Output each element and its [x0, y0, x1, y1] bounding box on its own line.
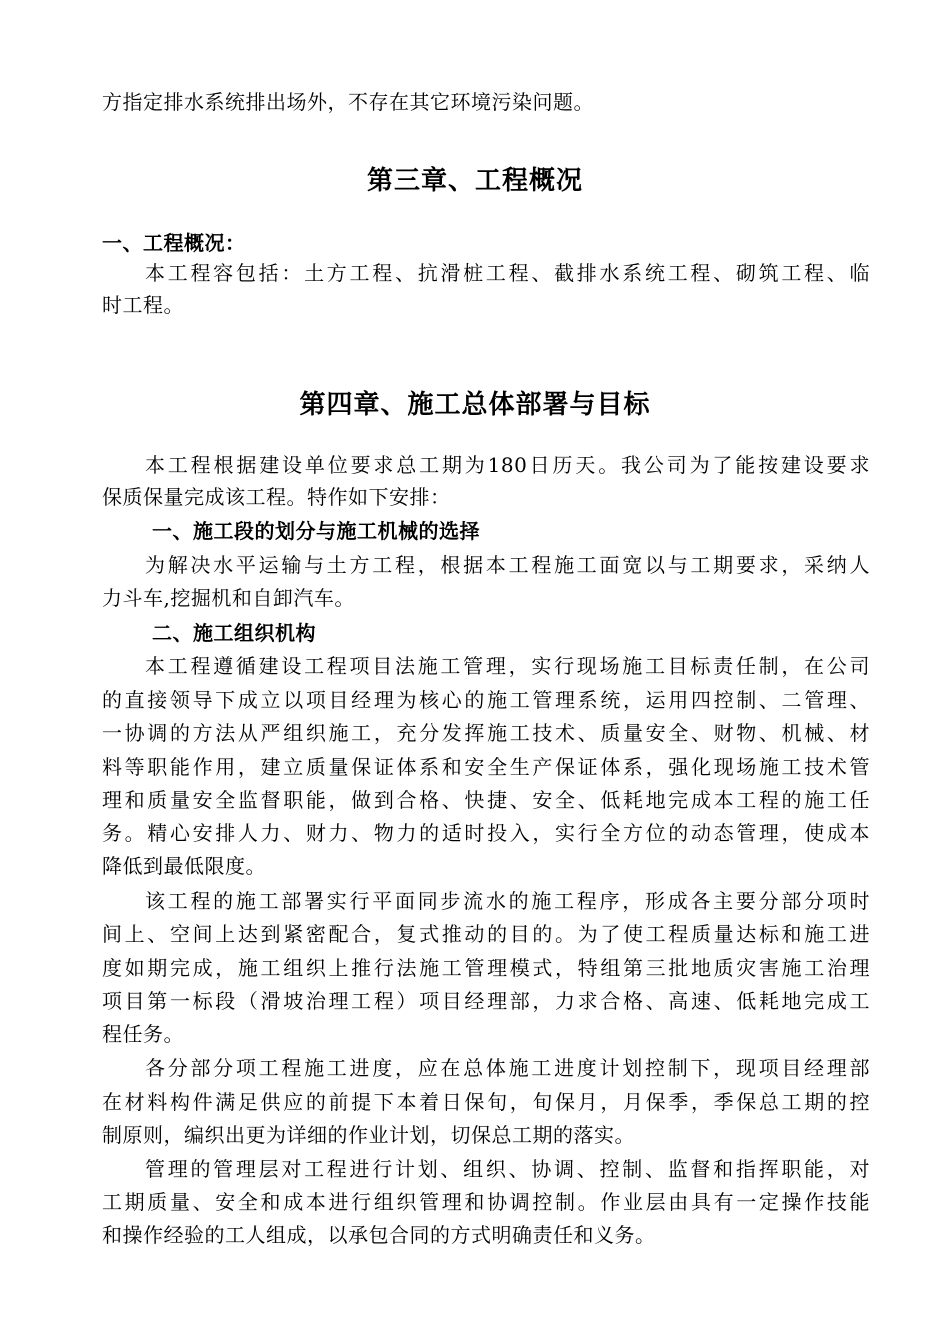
- text-line: 程任务。: [102, 1022, 184, 1046]
- text-line: 理和质量安全监督职能，做到合格、快捷、安全、低耗地完成本工程的施工任: [102, 788, 870, 812]
- text-line: 为解决水平运输与土方工程，根据本工程施工面宽以与工期要求，采纳人: [145, 553, 870, 577]
- section-heading: 二、施工组织机构: [152, 621, 316, 645]
- text-line: 保质保量完成该工程。特作如下安排：: [102, 485, 451, 509]
- text-line: 度如期完成，施工组织上推行法施工管理模式，特组第三批地质灾害施工治理: [102, 956, 870, 980]
- text-line: 管理的管理层对工程进行计划、组织、协调、控制、监督和指挥职能，对: [145, 1157, 870, 1181]
- text-line: 料等职能作用，建立质量保证体系和安全生产保证体系，强化现场施工技术管: [102, 755, 870, 779]
- chapter-title: 第三章、工程概况: [366, 166, 583, 196]
- text-line: 本工程遵循建设工程项目法施工管理，实行现场施工目标责任制，在公司: [145, 654, 870, 678]
- text-line: 本工程根据建设单位要求总工期为180日历天。我公司为了能按建设要求: [145, 453, 870, 477]
- chapter-title: 第四章、施工总体部署与目标: [299, 390, 651, 420]
- section-heading: 一、工程概况：: [102, 231, 246, 255]
- text-line: 一协调的方法从严组织施工，充分发挥施工技术、质量安全、财物、机械、材: [102, 721, 870, 745]
- text-line: 和操作经验的工人组成，以承包合同的方式明确责任和义务。: [102, 1223, 656, 1247]
- text-line: 工期质量、安全和成本进行组织管理和协调控制。作业层由具有一定操作技能: [102, 1190, 870, 1214]
- text-line: 本工程容包括：土方工程、抗滑桩工程、截排水系统工程、砌筑工程、临: [145, 261, 870, 285]
- text-line: 降低到最低限度。: [102, 854, 266, 878]
- text-line: 方指定排水系统排出场外，不存在其它环境污染问题。: [102, 90, 594, 114]
- text-line: 务。精心安排人力、财力、物力的适时投入，实行全方位的动态管理，使成本: [102, 821, 870, 845]
- text-line: 在材料构件满足供应的前提下本着日保旬，旬保月，月保季，季保总工期的控: [102, 1090, 870, 1114]
- text-line: 间上、空间上达到紧密配合，复式推动的目的。为了使工程质量达标和施工进: [102, 922, 870, 946]
- text-line: 制原则，编织出更为详细的作业计划，切保总工期的落实。: [102, 1123, 635, 1147]
- text-line: 各分部分项工程施工进度，应在总体施工进度计划控制下，现项目经理部: [145, 1056, 870, 1080]
- text-line: 力斗车,挖掘机和自卸汽车。: [102, 586, 355, 610]
- text-line: 的直接领导下成立以项目经理为核心的施工管理系统，运用四控制、二管理、: [102, 688, 870, 712]
- text-line: 时工程。: [102, 293, 184, 317]
- text-line: 该工程的施工部署实行平面同步流水的施工程序，形成各主要分部分项时: [145, 889, 870, 913]
- text-line: 项目第一标段（滑坡治理工程）项目经理部，力求合格、高速、低耗地完成工: [102, 989, 870, 1013]
- section-heading: 一、施工段的划分与施工机械的选择: [152, 519, 480, 543]
